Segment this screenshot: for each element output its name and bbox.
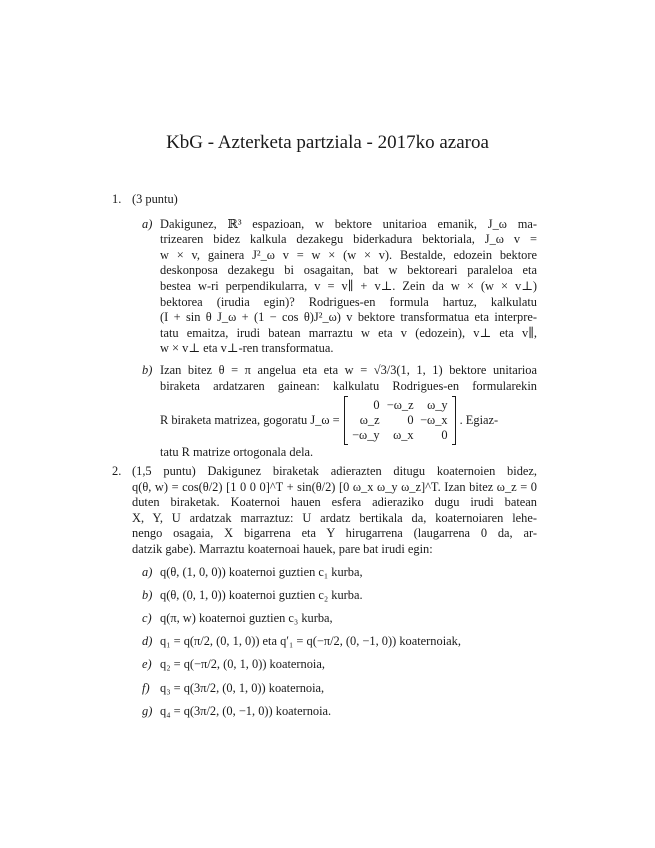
j-omega-matrix [344,396,456,445]
problem-number: 1. [112,192,122,206]
text-line: tatu R matrize ortogonala dela. [160,445,314,460]
subitem-label: b) [142,588,153,603]
subitem-label: d) [142,634,153,649]
text-line: bestea w-ri perpendikularra, v = v∥ + v⊥. Zein da w × (w × v⊥) [160,278,537,293]
list-item [142,588,537,604]
list-item-text: q₁ = q(π/2, (0, 1, 0)) eta q′₁ = q(−π/2, (0, −1, 0)) koaternoiak, [160,634,461,649]
text-line: biraketa ardatzaren gainean: kalkulatu Rodrigues-en formularekin [160,378,537,393]
page-title: KbG - Azterketa partziala - 2017ko azaroa [166,132,489,153]
subitem-b [142,362,537,461]
matrix-cell: −ω_z [386,398,414,413]
text-line: w × v⊥ eta v⊥-ren transformatua. [160,341,334,356]
matrix-cell: ω_x [393,428,414,443]
text-line: Izan bitez θ = π angelua eta eta w = √3/3(1, 1, 1) bektore unitarioa [160,362,537,377]
matrix-cell: −ω_x [420,413,448,428]
subitem-label: a) [142,216,153,231]
text-line: w × v, gainera J²_ω v = w × (w × v). Bestalde, edozein bektore [160,247,537,262]
problem-2 [112,464,537,719]
text-line: X, Y, U ardatzak marraztuz: U ardatz bertikala da, koaternoiaren lehe- [132,510,537,525]
list-item [142,657,537,673]
text-line: datzik gabe). Marraztu koaternoai hauek, pare bat irudi egin: [132,541,433,556]
text-line: (1,5 puntu) Dakigunez biraketak adierazten ditugu koaternoien bidez, [132,464,537,478]
text-line: Dakigunez, ℝ³ espazioan, w bektore unitarioa emanik, J_ω ma- [160,216,537,231]
list-item [142,634,537,650]
list-item [142,703,537,720]
text-line: bektorea (irudia egin)? Rodrigues-en formula hartuz, kalkulatu [160,294,537,309]
subitem-a [142,216,537,357]
matrix-cell: 0 [441,428,448,443]
subitem-label: b) [142,362,153,377]
text-line: duten biraketak. Koaternoi hauen esfera adieraziko dugu irudi batean [132,495,537,510]
matrix-cell: ω_y [427,398,448,413]
list-item [142,565,537,581]
list-item-text: q(θ, (1, 0, 0)) koaternoi guztien c₁ kurba, [160,565,363,580]
subitem-label: g) [142,703,153,718]
list-item [142,611,537,627]
subitem-label: e) [142,657,152,672]
list-item-text: q₃ = q(3π/2, (0, 1, 0)) koaternoia, [160,680,325,695]
list-item-text: q(θ, (0, 1, 0)) koaternoi guztien c₂ kurba. [160,588,363,603]
problem-1 [112,192,537,461]
text-line: . Egiaz- [459,412,499,427]
matrix-cell: −ω_y [352,428,380,443]
matrix-cell: 0 [373,398,380,413]
list-item-text: q₄ = q(3π/2, (0, −1, 0)) koaternoia. [160,703,332,718]
subitem-label: a) [142,565,153,580]
matrix-cell: 0 [407,413,414,428]
list-item-text: q₂ = q(−π/2, (0, 1, 0)) koaternoia, [160,657,325,672]
text-line: deskonposa dezakegu bi osagaitan, bat w bektoreari paraleloa eta [160,263,537,278]
quaternion-list [132,565,537,719]
list-item [142,680,537,697]
problem-number: 2. [112,464,122,478]
text-line: (I + sin θ J_ω + (1 − cos θ)J²_ω) v bektore transformatua eta interpre- [160,310,537,325]
problem-points: (3 puntu) [132,192,178,206]
list-item-text: q(π, w) koaternoi guztien c₃ kurba, [160,611,333,626]
matrix-row [160,396,537,445]
text-line: nengo osagaia, X bigarrena eta Y hirugarrena (laugarrena 0 da, ar- [132,526,537,541]
text-line: trizearen bidez kalkula dezakegu biderkadura bektoriala, J_ω v = [160,232,537,247]
subitem-label: f) [142,680,150,695]
subitem-label: c) [142,611,152,626]
text-line: tatu emaitza, irudi batean marraztu w eta v (edozein), v⊥ eta v∥, [160,325,537,340]
matrix-cell: ω_z [359,413,380,428]
text-line: R biraketa matrizea, gogoratu J_ω = [160,412,340,427]
text-line: q(θ, w) = cos(θ/2) [1 0 0 0]^T + sin(θ/2) [0 ω_x ω_y ω_z]^T. Izan bitez ω_z = 0 [132,479,537,494]
